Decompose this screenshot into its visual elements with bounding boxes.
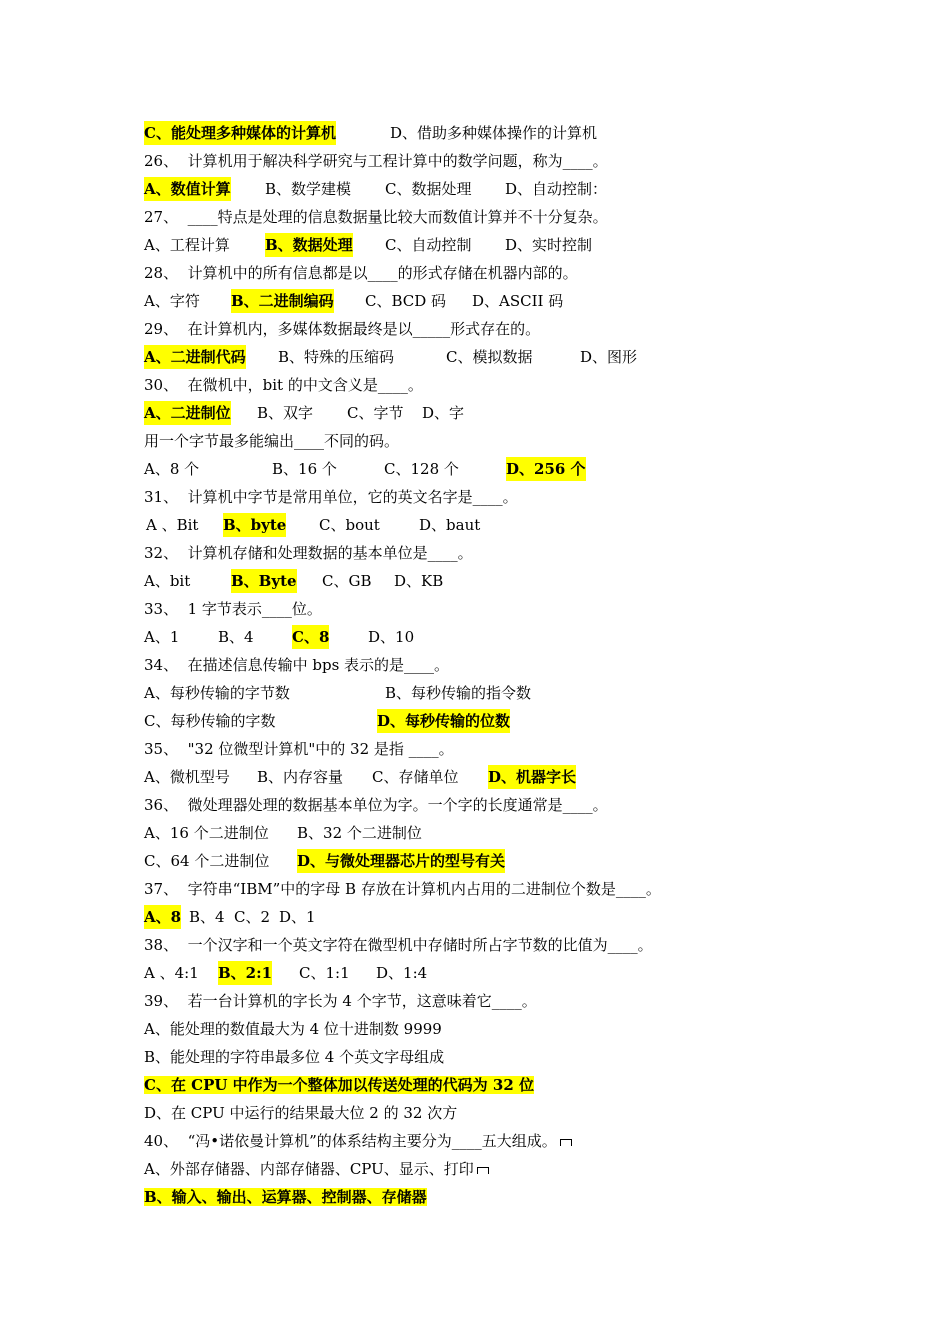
options-34-cd [144,709,511,733]
option-a: A、bit [144,572,191,590]
question-33: 33、 1 字节表示____位。 [144,600,322,618]
option-d: D、在 CPU 中运行的结果最大位 2 的 32 次方 [144,1104,458,1122]
option-c: C、1:1 [299,964,350,982]
option-a: A、字符 [144,292,200,310]
option-d: D、自动控制： [505,180,608,198]
option-c: C、BCD 码 [365,292,447,310]
option-c: C、存储单位 [372,768,459,786]
option-d-answer: D、机器字长 [488,765,576,789]
option-a: A、微机型号 [144,768,230,786]
option-b: B、4 [189,908,225,926]
option-c-answer: C、在 CPU 中作为一个整体加以传送处理的代码为 32 位 [144,1076,535,1094]
option-b: B、32 个二进制位 [297,824,422,842]
question-30b: 用一个字节最多能编出____不同的码。 [144,432,400,450]
question-31: 31、 计算机中字节是常用单位，它的英文名字是____。 [144,488,518,506]
option-b-answer-row [144,1185,427,1209]
paragraph-mark-icon [477,1167,489,1174]
options-29 [144,345,638,369]
question-36: 36、 微处理器处理的数据基本单位为字。一个字的长度通常是____。 [144,796,608,814]
options-35 [144,765,577,789]
options-27 [144,233,593,257]
option-c: C、128 个 [384,460,459,478]
option-a-answer: A、8 [144,905,181,929]
option-c-answer: C、能处理多种媒体的计算机 [144,121,336,145]
option-b: B、数学建模 [265,180,352,198]
question-37: 37、 字符串“IBM”中的字母 B 存放在计算机内占用的二进制位个数是____。 [144,880,661,898]
question-32: 32、 计算机存储和处理数据的基本单位是____。 [144,544,473,562]
option-b: B、16 个 [272,460,337,478]
option-c-answer-row [144,1073,534,1097]
option-a: A、1 [144,628,180,646]
option-b: B、双字 [257,404,314,422]
option-d: D、字 [422,404,465,422]
question-40: 40、 “冯•诺依曼计算机”的体系结构主要分为____五大组成。 [144,1132,557,1150]
question-30: 30、 在微机中，bit 的中文含义是____。 [144,376,423,394]
option-d: D、1 [279,908,316,926]
option-b-answer: B、Byte [231,569,297,593]
option-a: A、16 个二进制位 [144,824,269,842]
option-a-row [144,1157,489,1181]
option-d: D、baut [419,516,481,534]
option-d: D、图形 [580,348,638,366]
options-33 [144,625,415,649]
question-38: 38、 一个汉字和一个英文字符在微型机中存储时所占字节数的比值为____。 [144,936,653,954]
option-b-answer: B、输入、输出、运算器、控制器、存储器 [144,1188,427,1206]
option-a-answer: A、二进制位 [144,401,231,425]
option-c: C、2 [234,908,271,926]
option-b: B、能处理的字符串最多位 4 个英文字母组成 [144,1048,445,1066]
option-a: A、外部存储器、内部存储器、CPU、显示、打印 [144,1160,474,1178]
option-a: A、能处理的数值最大为 4 位十进制数 9999 [144,1020,442,1038]
option-a: A、工程计算 [144,236,230,254]
option-c: C、自动控制 [385,236,472,254]
question-35: 35、 "32 位微型计算机"中的 32 是指 ____。 [144,740,454,758]
question-27: 27、 ____特点是处理的信息数据量比较大而数值计算并不十分复杂。 [144,208,608,226]
option-c: C、模拟数据 [446,348,533,366]
option-a-answer: A、数值计算 [144,177,231,201]
options-34-ab [144,681,532,705]
option-b-answer: B、byte [223,513,286,537]
option-c: C、bout [319,516,380,534]
option-d-answer: D、每秒传输的位数 [377,709,510,733]
options-32 [144,569,444,593]
option-d-answer: D、与微处理器芯片的型号有关 [297,849,505,873]
option-b: B、每秒传输的指令数 [385,684,532,702]
option-d: D、ASCII 码 [472,292,564,310]
option-d: D、10 [368,628,415,646]
question-28: 28、 计算机中的所有信息都是以____的形式存储在机器内部的。 [144,264,578,282]
question-29: 29、 在计算机内，多媒体数据最终是以_____形式存在的。 [144,320,541,338]
option-b-answer: B、2:1 [218,961,272,985]
option-c: C、每秒传输的字数 [144,712,276,730]
option-d: D、KB [394,572,444,590]
options-28 [144,289,564,313]
options-30b [144,457,586,481]
answer-line [144,121,598,145]
option-b-answer: B、二进制编码 [231,289,334,313]
option-b-answer: B、数据处理 [265,233,353,257]
option-a: A、8 个 [144,460,200,478]
option-c: C、GB [322,572,372,590]
option-c: C、64 个二进制位 [144,852,270,870]
option-c: C、字节 [347,404,404,422]
option-d-answer: D、256 个 [506,457,586,481]
question-26: 26、 计算机用于解决科学研究与工程计算中的数学问题，称为____。 [144,152,608,170]
option-a: A 、Bit [146,516,199,534]
option-c-answer: C、8 [292,625,329,649]
question-39: 39、 若一台计算机的字长为 4 个字节，这意味着它____。 [144,992,537,1010]
paragraph-mark-icon [560,1139,572,1146]
option-d: D、借助多种媒体操作的计算机 [390,124,598,142]
question-34: 34、 在描述信息传输中 bps 表示的是____。 [144,656,450,674]
options-37 [144,905,316,929]
options-26 [144,177,608,201]
option-d: D、实时控制 [505,236,593,254]
option-b: B、4 [218,628,254,646]
option-d: D、1:4 [376,964,428,982]
option-a: A、每秒传输的字节数 [144,684,290,702]
option-a: A 、4:1 [144,964,199,982]
question-40-row [144,1129,572,1153]
options-36-cd [144,849,506,873]
option-a-answer: A、二进制代码 [144,345,246,369]
option-c: C、数据处理 [385,180,472,198]
options-36-ab [144,821,422,845]
option-b: B、特殊的压缩码 [278,348,395,366]
options-31 [144,513,481,537]
option-b: B、内存容量 [257,768,344,786]
options-30 [144,401,465,425]
options-38 [144,961,428,985]
